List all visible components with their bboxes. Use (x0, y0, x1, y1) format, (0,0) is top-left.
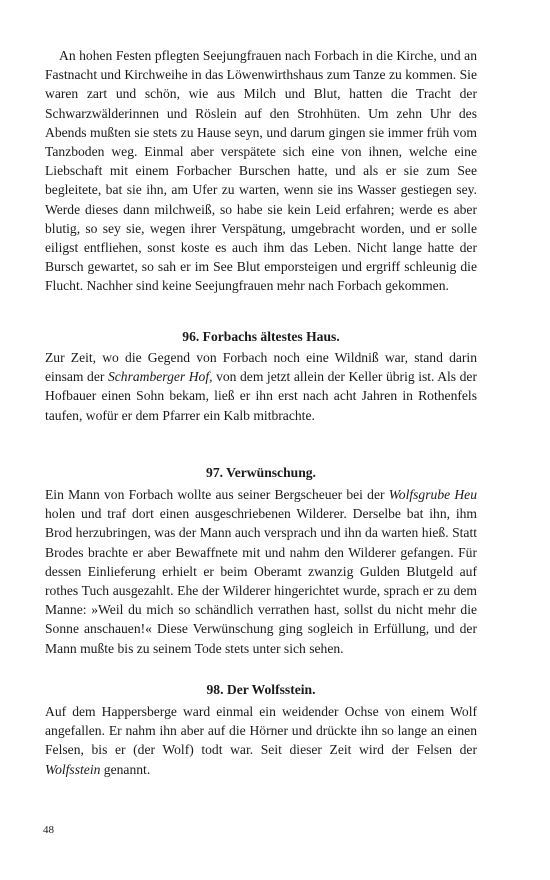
section-96-text-a: Zur Zeit, wo die Gegend von Forbach noch eine Wildniß war, stand darin einsam der (45, 350, 477, 385)
section-97-italic: Wolfsgrube Heu (388, 487, 477, 502)
section-97-text-a: Ein Mann von Forbach wollte aus seiner Bergscheuer bei der (45, 487, 389, 502)
section-body-98 (45, 702, 477, 779)
section-heading-96: 96. Forbachs ältestes Haus. (182, 329, 340, 344)
intro-paragraph-block (45, 46, 477, 296)
section-body-96 (45, 348, 477, 425)
page-number: 48 (43, 824, 54, 836)
section-heading-97: 97. Verwünschung. (206, 465, 316, 480)
section-heading-98: 98. Der Wolfsstein. (206, 682, 316, 697)
section-98-italic: Wolfsstein (45, 761, 101, 777)
section-paragraph-98 (45, 702, 477, 779)
section-body-97 (45, 485, 477, 658)
section-97-text-b: holen und traf dort einen ausgeschriebenen Wilderer. Derselbe bat ihn, ihm Brod herzubringen, was der Mann auch versprach und ihn da warten hieß. Statt Brodes brachte er aber Bewaffnete mit und nahm den Wilderer gefangen. Für dessen Einlieferung erhielt er beim Oberamt zwanzig Gulden Blutgeld auf rothes Tuch ausgezahlt. Ehe der Wilderer hingerichtet wurde, sprach er zu dem Manne: »Weil du mich so schändlich verrathen hast, sollst du nicht mehr die Sonne anschauen!« Diese Verwünschung ging sogleich in Erfüllung, und der Mann mußte bis zu seinem Tode stets unter sich sehen. (45, 506, 477, 656)
intro-paragraph: An hohen Festen pflegten Seejungfrauen nach Forbach in die Kirche, und an Fastnacht und Kirchweihe in das Löwenwirthshaus zum Tanze zu kommen. Sie waren zart und schön, wie aus Milch und Blut, hatten die Tracht der Schwarzwälderinnen und Röslein auf den Strohhüten. Um zehn Uhr des Abends mußten sie stets zu Hause seyn, und darum gingen sie immer früh vom Tanzboden weg. Einmal aber verspätete sich eine von ihnen, welche eine Liebschaft mit einem Forbacher Burschen hatte, und als er sie zum See begleitete, bat sie ihn, am Ufer zu warten, wenn sie ins Wasser gestiegen sey. Werde dieses dann milchweiß, so habe sie kein Leid erfahren; werde es aber blutig, so sey sie, wegen ihrer Verspätung, umgebracht worden, und er solle eiligst entfliehen, sonst koste es auch ihm das Leben. Nicht lange hatte der Bursch gewartet, so sah er im See Blut emporsteigen und ergriff schleunig die Flucht. Nachher sind keine Seejungfrauen mehr nach Forbach gekommen. (45, 48, 477, 294)
section-96-text-b: von dem jetzt allein der Keller übrig ist. Als der Hofbauer einen Sohn bekam, ließ er ihn erst nach acht Jahren in Rothenfels taufen, wofür er dem Pfarrer ein Kalb mitbrachte. (45, 369, 477, 423)
section-96-italic: Schramberger Hof, (107, 369, 213, 385)
section-paragraph-97 (45, 485, 477, 658)
section-98-text-a: Auf dem Happersberge ward einmal ein weidender Ochse von einem Wolf angefallen. Er nahm ihn aber auf die Hörner und drückte ihn so lange an einen Felsen, bis er (der Wolf) todt war. Seit dieser Zeit wird der Felsen der (45, 704, 477, 758)
section-98-text-b: genannt. (100, 761, 151, 777)
section-paragraph-96 (45, 348, 477, 425)
